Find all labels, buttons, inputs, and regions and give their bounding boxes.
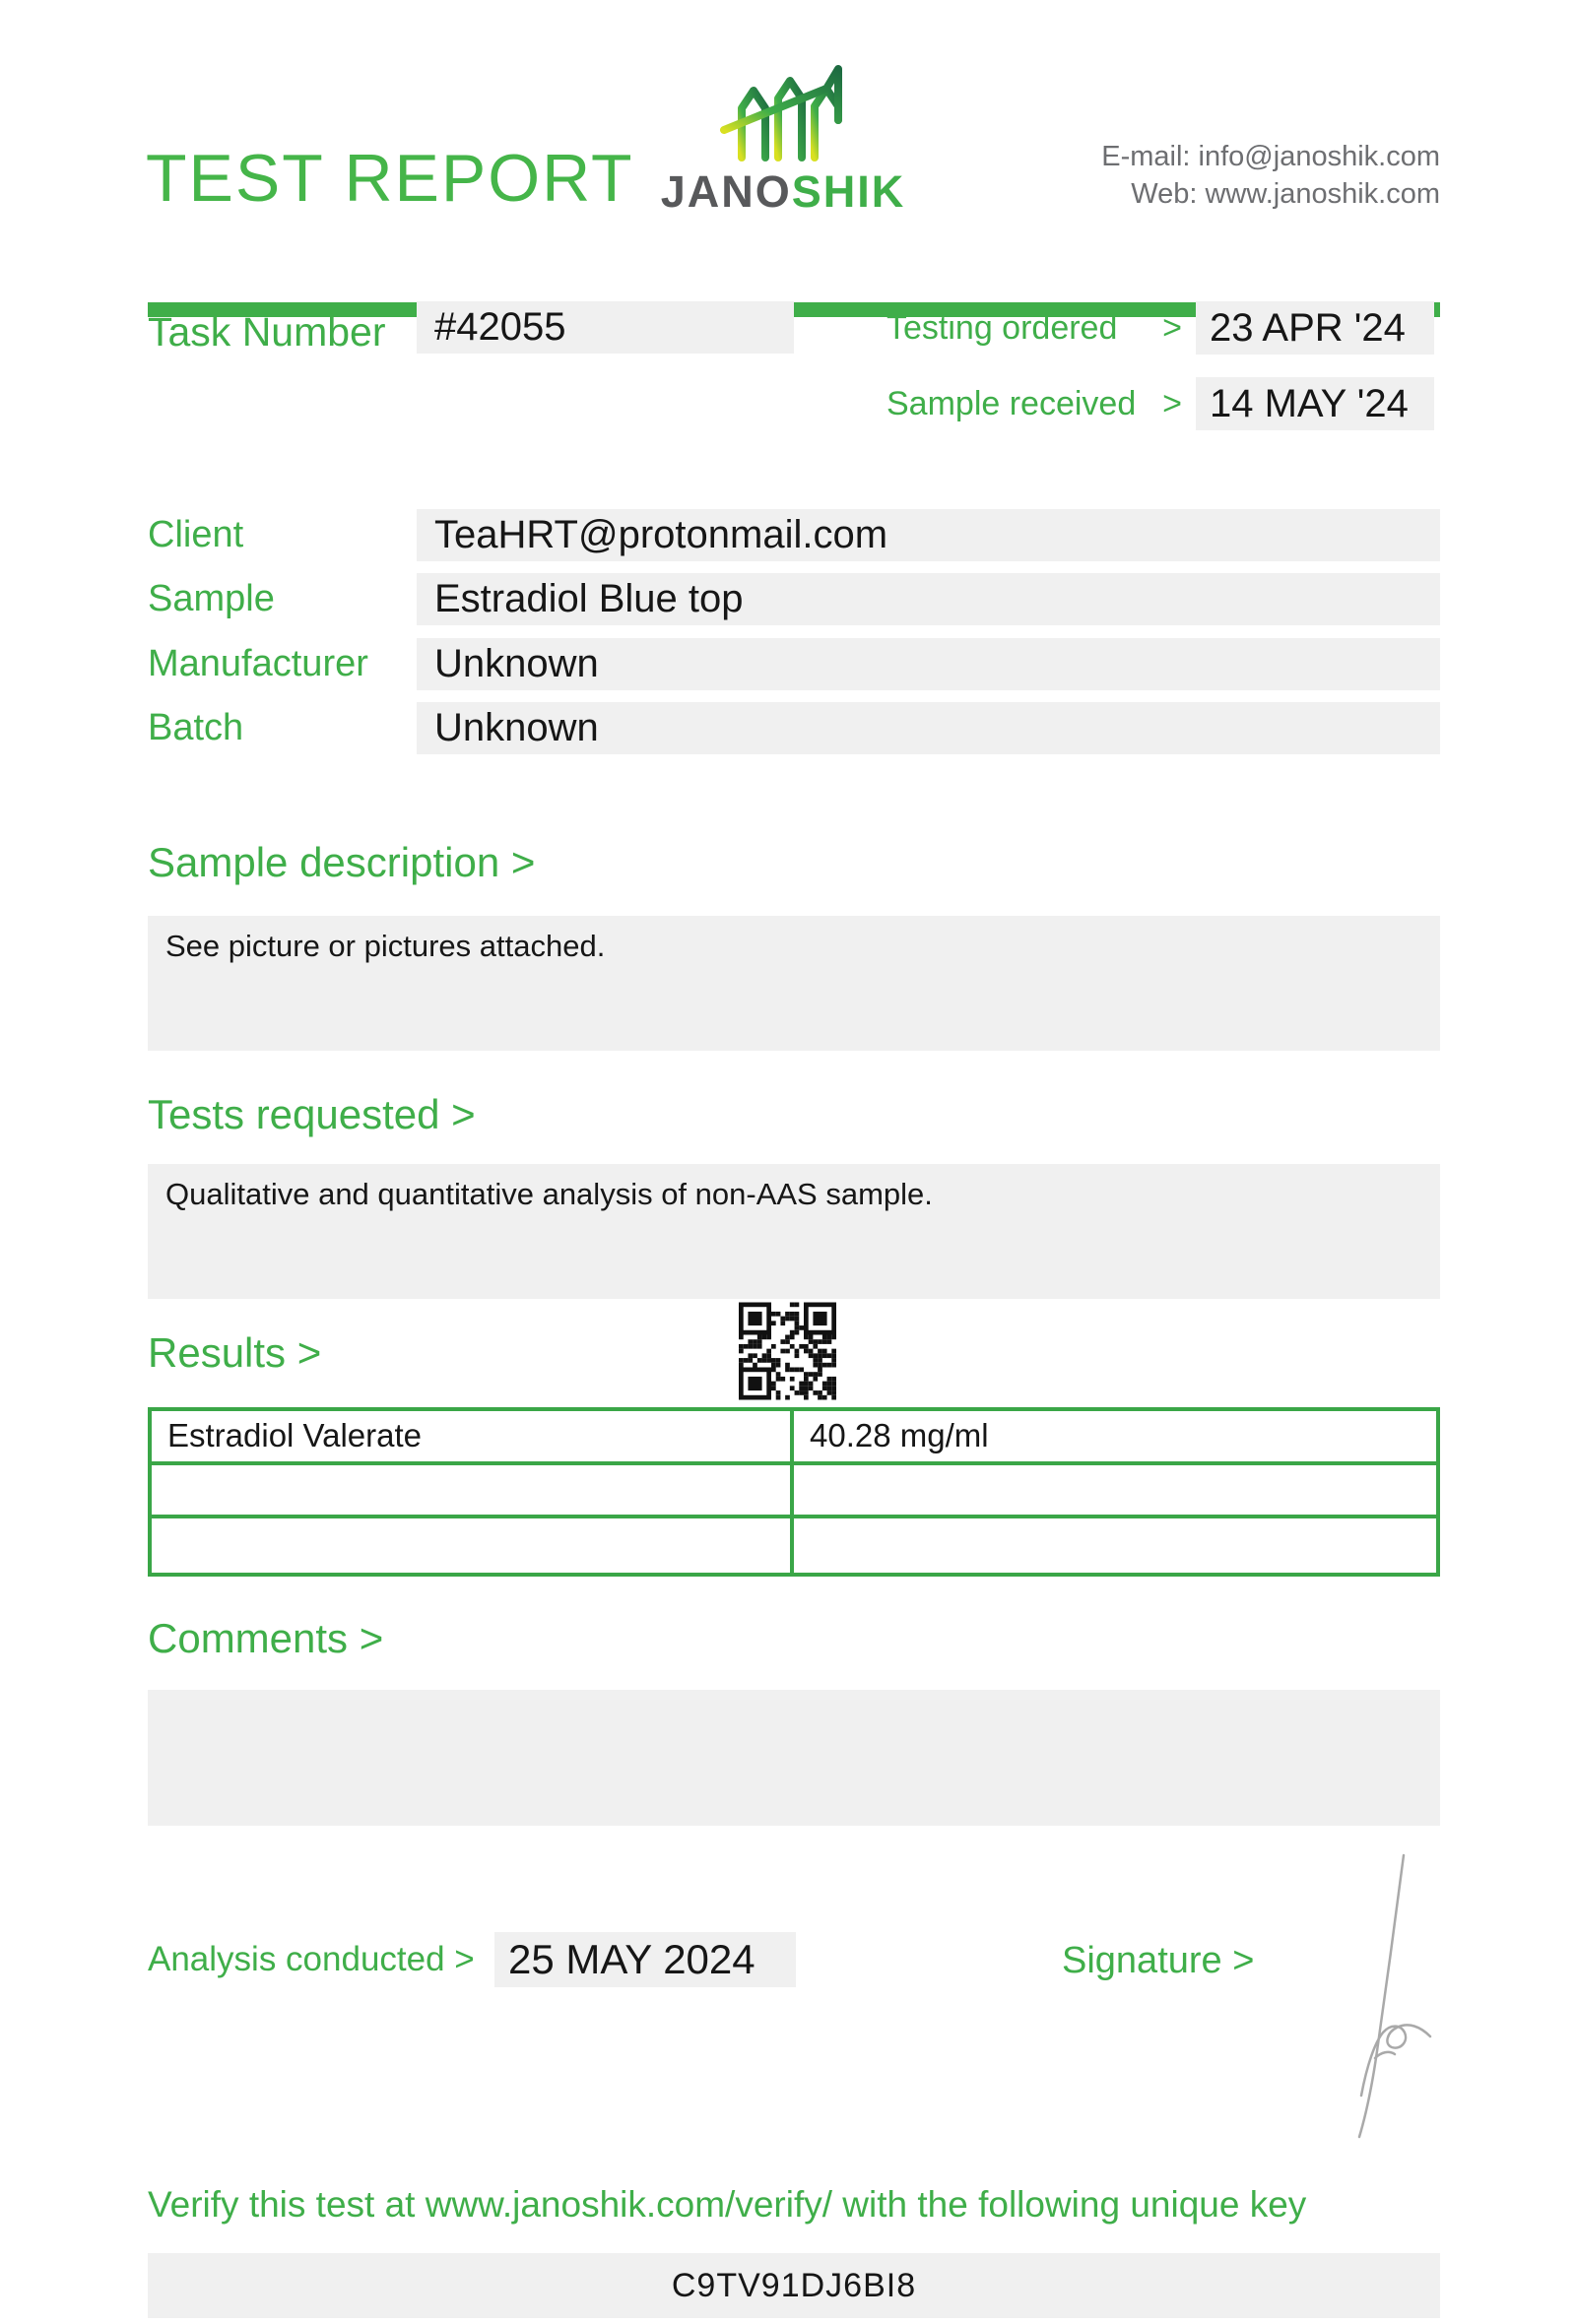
analysis-conducted-date: 25 MAY 2024 bbox=[494, 1932, 796, 1987]
comments-heading: Comments > bbox=[148, 1615, 384, 1661]
testing-ordered-date: 23 APR '24 bbox=[1196, 301, 1434, 355]
client-label: Client bbox=[148, 514, 244, 555]
tests-requested-box: Qualitative and quantitative analysis of non-AAS sample. bbox=[148, 1164, 1440, 1299]
bar-chart-logo-icon bbox=[685, 61, 882, 164]
sample-received-label bbox=[886, 385, 1182, 423]
analysis-conducted-label: Analysis conducted > bbox=[148, 1940, 475, 1978]
logo-wordmark bbox=[630, 166, 936, 218]
sample-description-box: See picture or pictures attached. bbox=[148, 916, 1440, 1051]
batch-value: Unknown bbox=[417, 702, 1440, 754]
sample-received-date: 14 MAY '24 bbox=[1196, 377, 1434, 430]
result-substance-cell: Estradiol Valerate bbox=[152, 1411, 794, 1465]
sample-value: Estradiol Blue top bbox=[417, 573, 1440, 625]
testing-ordered-arrow: > bbox=[1162, 308, 1182, 347]
manufacturer-value: Unknown bbox=[417, 638, 1440, 690]
sample-received-row bbox=[886, 377, 1434, 430]
sample-received-arrow: > bbox=[1162, 384, 1182, 422]
contact-web: Web: www.janoshik.com bbox=[1131, 178, 1440, 210]
verify-instruction: Verify this test at www.janoshik.com/verify/ with the following unique key bbox=[148, 2184, 1307, 2225]
client-value: TeaHRT@protonmail.com bbox=[417, 509, 1440, 561]
results-heading: Results > bbox=[148, 1329, 322, 1376]
verify-key: C9TV91DJ6BI8 bbox=[148, 2253, 1440, 2318]
testing-ordered-text: Testing ordered bbox=[886, 308, 1118, 347]
batch-label: Batch bbox=[148, 707, 244, 748]
janoshik-logo bbox=[630, 61, 936, 218]
testing-ordered-row bbox=[886, 301, 1434, 355]
sample-description-heading: Sample description > bbox=[148, 839, 536, 885]
sample-label: Sample bbox=[148, 578, 275, 619]
sample-received-text: Sample received bbox=[886, 384, 1137, 422]
qr-code bbox=[739, 1302, 836, 1400]
contact-email: E-mail: info@janoshik.com bbox=[1101, 141, 1440, 172]
manufacturer-label: Manufacturer bbox=[148, 643, 368, 684]
result-substance-cell bbox=[152, 1518, 794, 1573]
results-table bbox=[148, 1407, 1440, 1577]
task-number-label: Task Number bbox=[148, 309, 386, 355]
signature-label: Signature > bbox=[1062, 1940, 1255, 1981]
comments-box bbox=[148, 1690, 1440, 1826]
result-substance-cell bbox=[152, 1465, 794, 1519]
signature-scribble bbox=[1280, 1849, 1458, 2145]
task-number-value: #42055 bbox=[417, 301, 794, 354]
logo-jano-text: JANO bbox=[660, 166, 792, 217]
page-title: TEST REPORT bbox=[146, 141, 634, 216]
result-amount-cell: 40.28 mg/ml bbox=[794, 1411, 1436, 1465]
logo-shik-text: SHIK bbox=[791, 166, 906, 217]
result-amount-cell bbox=[794, 1518, 1436, 1573]
testing-ordered-label bbox=[886, 309, 1182, 348]
result-amount-cell bbox=[794, 1465, 1436, 1519]
tests-requested-heading: Tests requested > bbox=[148, 1091, 476, 1137]
contact-info bbox=[1101, 138, 1440, 213]
